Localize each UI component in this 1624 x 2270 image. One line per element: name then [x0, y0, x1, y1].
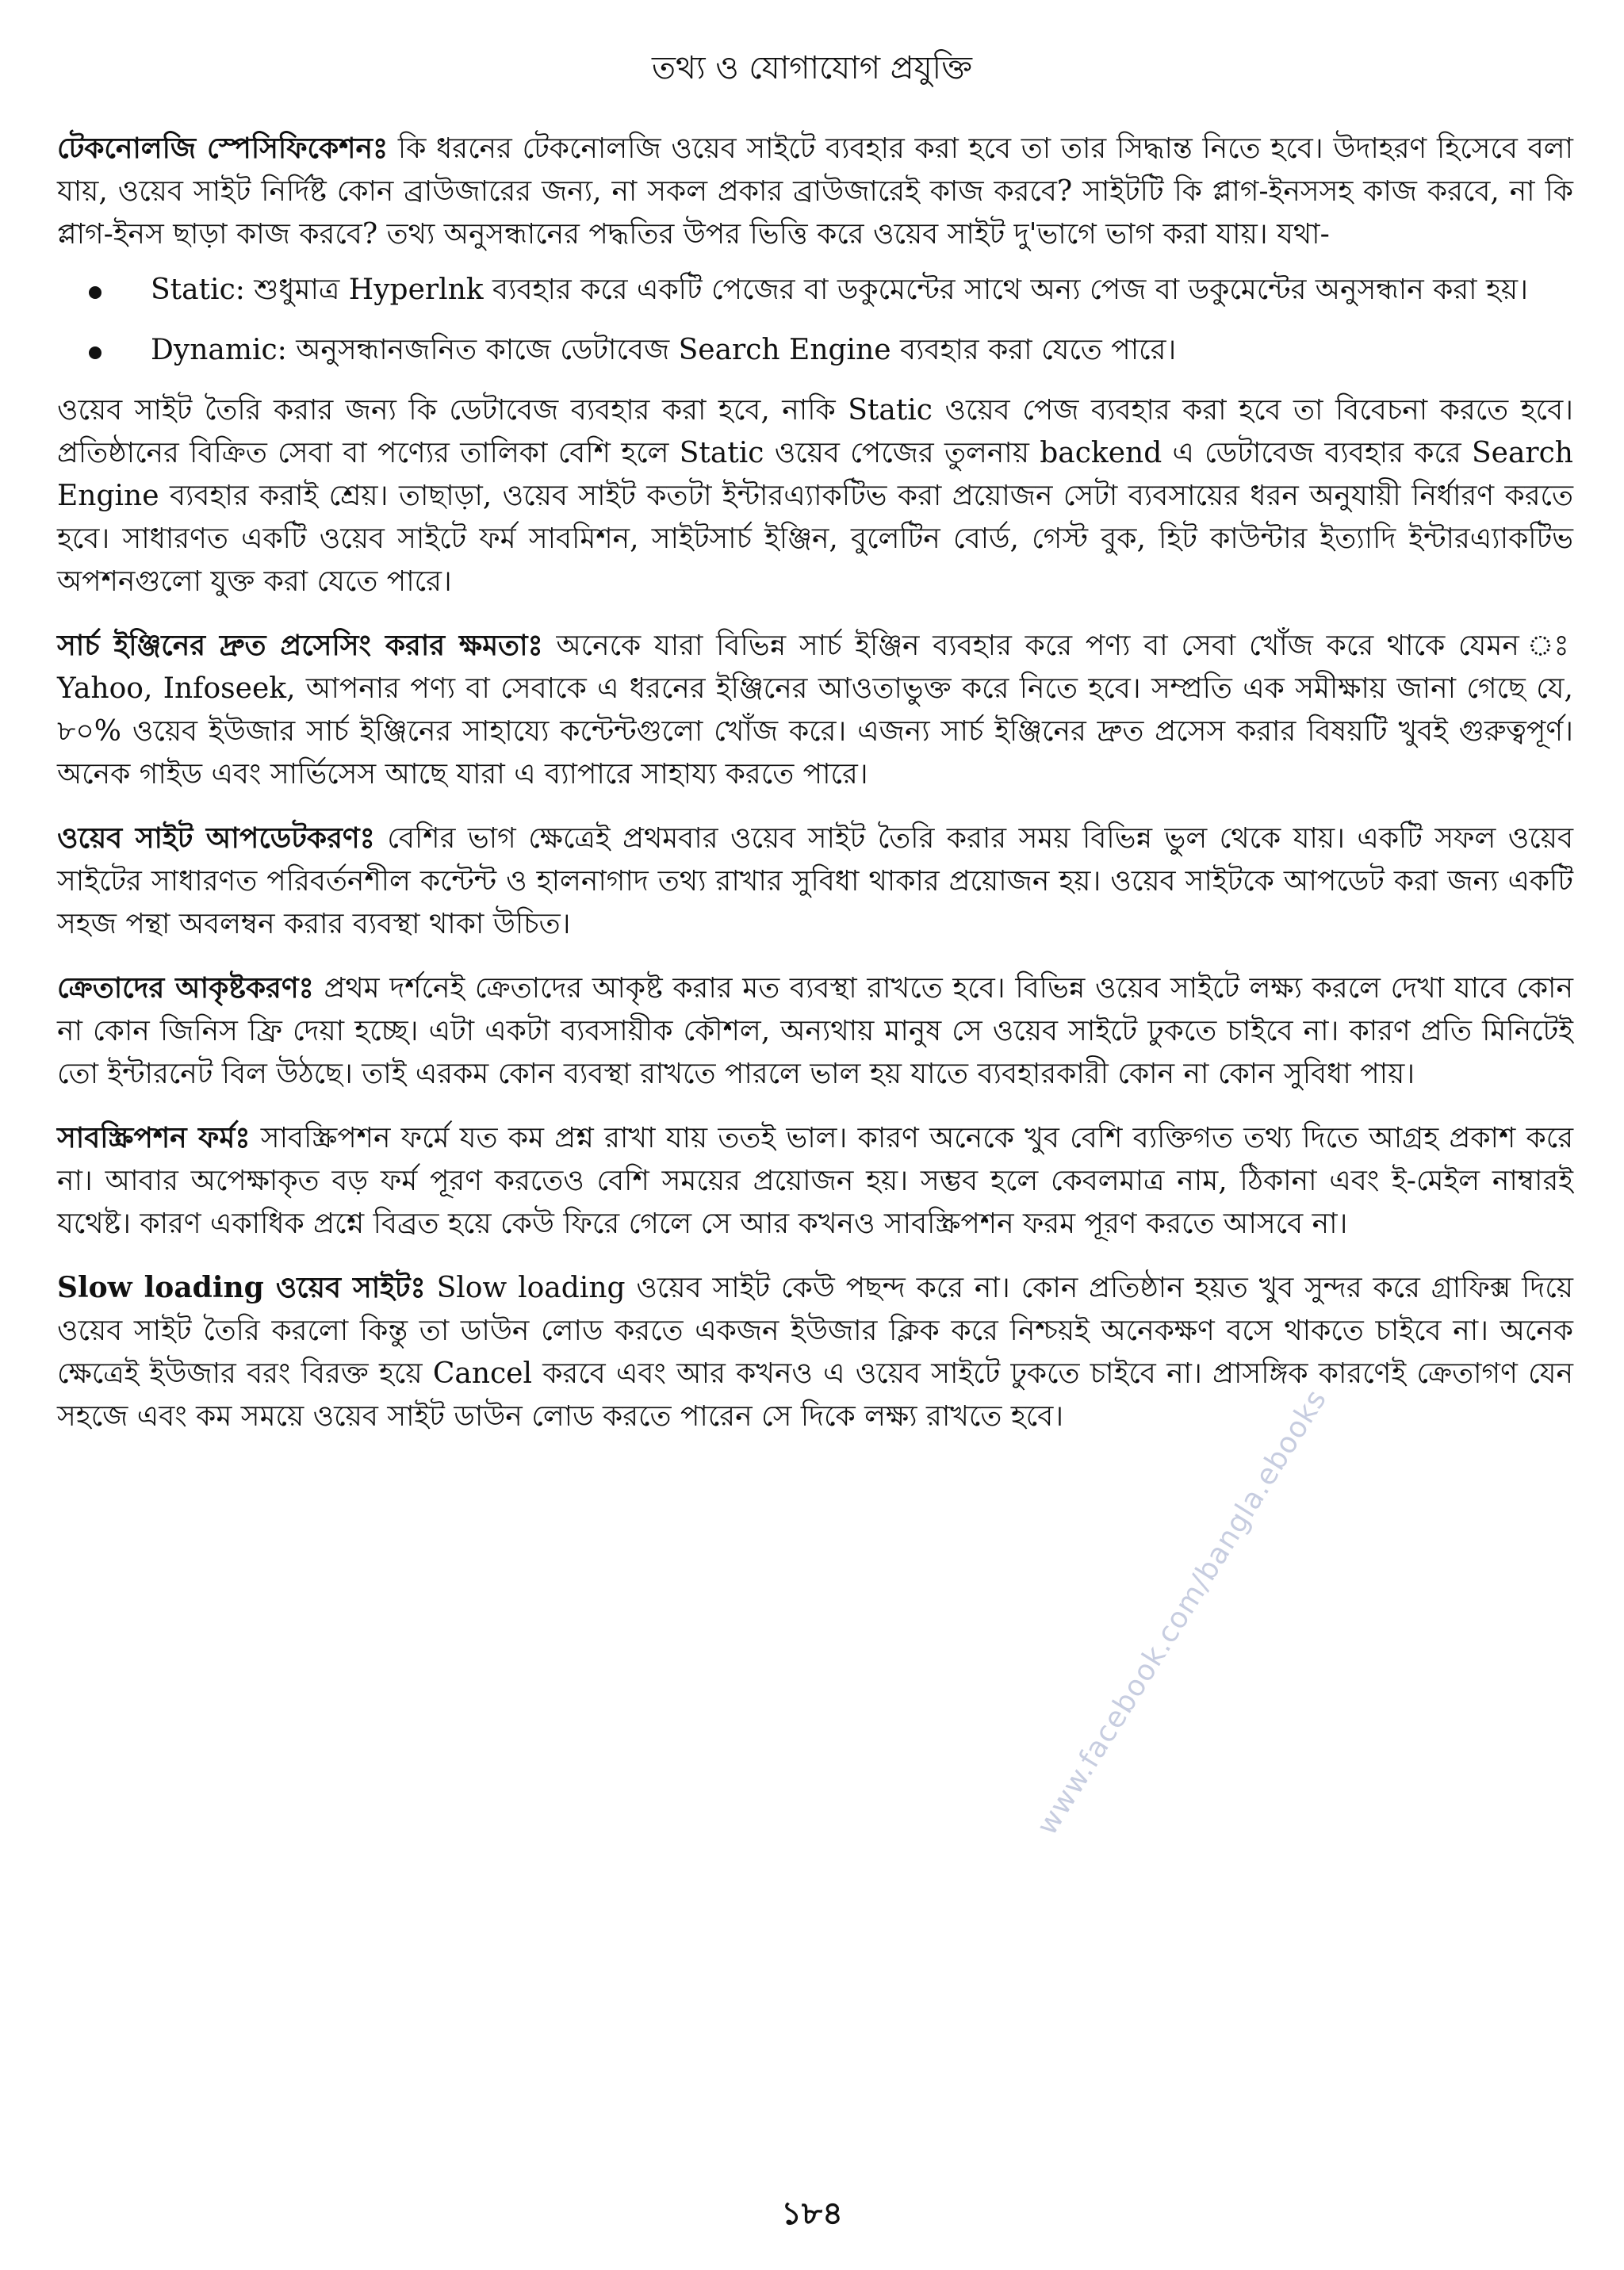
- paragraph-text: Slow loading ওয়েব সাইট কেউ পছন্দ করে না। কোন প্রতিষ্ঠান হয়ত খুব সুন্দর করে গ্রাফিক্স দিয়ে ওয়েব সাইট তৈরি করলো কিন্তু তা ডাউন লোড করতে একজন ইউজার ক্লিক করে নিশ্চয়ই অনেকক্ষণ বসে থাকতে চাইবে না। অনেক ক্ষেত্রেই ইউজার বরং বিরক্ত হয়ে Cancel করবে এবং আর কখনও এ ওয়েব সাইটে ঢুকতে চাইবে না। প্রাসঙ্গিক কারণেই ক্রেতাগণ যেন সহজে এবং কম সময়ে ওয়েব সাইট ডাউন লোড করতে পারেন সে দিকে লক্ষ্য রাখতে হবে।: [57, 1272, 1573, 1433]
- paragraph-text: বেশির ভাগ ক্ষেত্রেই প্রথমবার ওয়েব সাইট তৈরি করার সময় বিভিন্ন ভুল থেকে যায়। একটি সফল ওয়েব সাইটের সাধারণত পরিবর্তনশীল কন্টেন্ট ও হালনাগাদ তথ্য রাখার সুবিধা থাকার প্রয়োজন হয়। ওয়েব সাইটকে আপডেট করা জন্য একটি সহজ পন্থা অবলম্বন করার ব্যবস্থা থাকা উচিত।: [57, 822, 1573, 940]
- page-body: [57, 127, 1573, 1459]
- paragraph-attract-buyers: [57, 967, 1573, 1096]
- paragraph-slow-loading: [57, 1266, 1573, 1438]
- paragraph-heading: ক্রেতাদের আকৃষ্টকরণঃ: [57, 971, 314, 1005]
- bullet-icon: [89, 286, 102, 299]
- list-item: [57, 329, 1573, 372]
- list-item-text: Static: শুধুমাত্র Hyperlnk ব্যবহার করে একটি পেজের বা ডকুমেন্টের সাথে অন্য পেজ বা ডকুমেন্টের অনুসন্ধান করা হয়।: [151, 274, 1529, 306]
- paragraph-text: অনেকে যারা বিভিন্ন সার্চ ইঞ্জিন ব্যবহার করে পণ্য বা সেবা খোঁজ করে থাকে যেমন ঃ Yahoo, Infoseek, আপনার পণ্য বা সেবাকে এ ধরনের ইঞ্জিনের আওতাভুক্ত করে নিতে হবে। সম্প্রতি এক সমীক্ষায় জানা গেছে যে, ৮০% ওয়েব ইউজার সার্চ ইঞ্জিনের সাহায্যে কন্টেন্টগুলো খোঁজ করে। এজন্য সার্চ ইঞ্জিনের দ্রুত প্রসেস করার বিষয়টি খুবই গুরুত্বপূর্ণ। অনেক গাইড এবং সার্ভিসেস আছে যারা এ ব্যাপারে সাহায্য করতে পারে।: [57, 630, 1573, 790]
- list-item-text: Dynamic: অনুসন্ধানজনিত কাজে ডেটাবেজ Search Engine ব্যবহার করা যেতে পারে।: [151, 334, 1177, 366]
- watermark-url: www.facebook.com/bangla.ebooks: [1031, 1384, 1334, 1841]
- paragraph-text: প্রথম দর্শনেই ক্রেতাদের আকৃষ্ট করার মত ব্যবস্থা রাখতে হবে। বিভিন্ন ওয়েব সাইটে লক্ষ্য করলে দেখা যাবে কোন না কোন জিনিস ফ্রি দেয়া হচ্ছে। এটা একটা ব্যবসায়ীক কৌশল, অন্যথায় মানুষ সে ওয়েব সাইটে ঢুকতে চাইবে না। কারণ প্রতি মিনিটেই তো ইন্টারনেট বিল উঠছে। তাই এরকম কোন ব্যবস্থা রাখতে পারলে ভাল হয় যাতে ব্যবহারকারী কোন না কোন সুবিধা পায়।: [57, 972, 1573, 1090]
- paragraph-text: সাবস্ক্রিপশন ফর্মে যত কম প্রশ্ন রাখা যায় ততই ভাল। কারণ অনেকে খুব বেশি ব্যক্তিগত তথ্য দিতে আগ্রহ প্রকাশ করে না। আবার অপেক্ষাকৃত বড় ফর্ম পূরণ করতেও বেশি সময়ের প্রয়োজন হয়। সম্ভব হলে কেবলমাত্র নাম, ঠিকানা এবং ই-মেইল নাম্বারই যথেষ্ট। কারণ একাধিক প্রশ্নে বিব্রত হয়ে কেউ ফিরে গেলে সে আর কখনও সাবস্ক্রিপশন ফরম পূরণ করতে আসবে না।: [57, 1122, 1573, 1240]
- paragraph-heading: টেকনোলজি স্পেসিফিকেশনঃ: [57, 132, 389, 165]
- paragraph-text: কি ধরনের টেকনোলজি ওয়েব সাইটে ব্যবহার করা হবে তা তার সিদ্ধান্ত নিতে হবে। উদাহরণ হিসেবে বলা যায়, ওয়েব সাইট নির্দিষ্ট কোন ব্রাউজারের জন্য, না সকল প্রকার ব্রাউজারেই কাজ করবে? সাইটটি কি প্লাগ-ইনসসহ কাজ করবে, না কি প্লাগ-ইনস ছাড়া কাজ করবে? তথ্য অনুসন্ধানের পদ্ধতির উপর ভিত্তি করে ওয়েব সাইট দু'ভাগে ভাগ করা যায়। যথা-: [57, 132, 1573, 251]
- paragraph-website-update: [57, 817, 1573, 946]
- paragraph-database-choice: ওয়েব সাইট তৈরি করার জন্য কি ডেটাবেজ ব্যবহার করা হবে, নাকি Static ওয়েব পেজ ব্যবহার করা হবে তা বিবেচনা করতে হবে। প্রতিষ্ঠানের বিক্রিত সেবা বা পণ্যের তালিকা বেশি হলে Static ওয়েব পেজের তুলনায় backend এ ডেটাবেজ ব্যবহার করে Search Engine ব্যবহার করাই শ্রেয়। তাছাড়া, ওয়েব সাইট কতটা ইন্টারএ্যাকটিভ করা প্রয়োজন সেটা ব্যবসায়ের ধরন অনুযায়ী নির্ধারণ করতে হবে। সাধারণত একটি ওয়েব সাইটে ফর্ম সাবমিশন, সাইটসার্চ ইঞ্জিন, বুলেটিন বোর্ড, গেস্ট বুক, হিট কাউন্টার ইত্যাদি ইন্টারএ্যাকটিভ অপশনগুলো যুক্ত করা যেতে পারে।: [57, 394, 1573, 598]
- paragraph-subscription-form: [57, 1116, 1573, 1246]
- paragraph-technology-specification: [57, 127, 1573, 256]
- running-header: তথ্য ও যোগাযোগ প্রযুক্তি: [652, 50, 972, 86]
- paragraph-heading: সাবস্ক্রিপশন ফর্মঃ: [57, 1121, 251, 1154]
- bullet-list: [57, 269, 1573, 372]
- paragraph-heading: সার্চ ইঞ্জিনের দ্রুত প্রসেসিং করার ক্ষমতাঃ: [57, 629, 543, 662]
- paragraph-search-engine: [57, 624, 1573, 796]
- bullet-icon: [89, 346, 102, 359]
- list-item: [57, 269, 1573, 312]
- page-number: ১৮৪: [781, 2195, 843, 2232]
- paragraph-heading: ওয়েব সাইট আপডেটকরণঃ: [57, 821, 375, 855]
- paragraph-heading: Slow loading ওয়েব সাইটঃ: [57, 1271, 426, 1304]
